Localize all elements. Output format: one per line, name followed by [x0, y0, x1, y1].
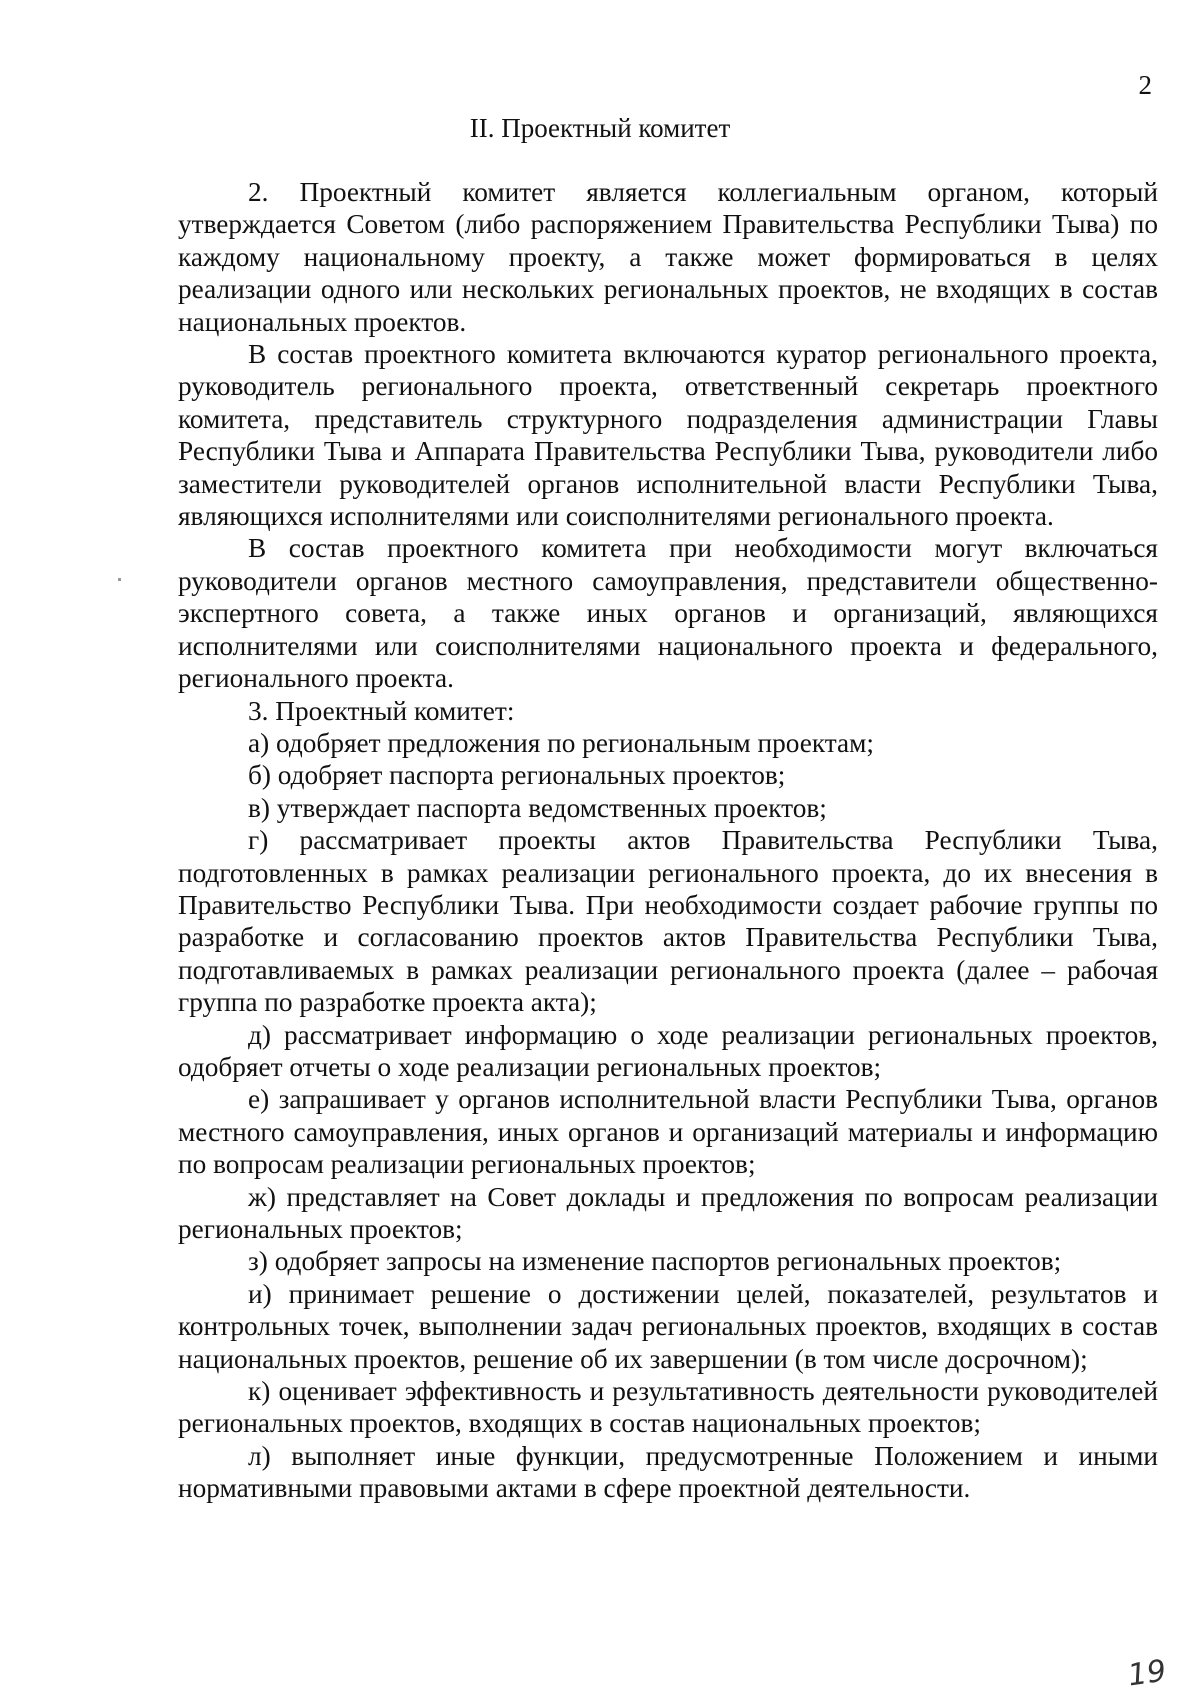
scan-speck: [118, 578, 121, 581]
list-item-k: к) оценивает эффективность и результативность деятельности руководителей региональных проектов, входящих в состав национальных проектов;: [178, 1376, 1158, 1439]
paragraph-item-3-title: 3. Проектный комитет:: [248, 695, 515, 726]
list-item-i: и) принимает решение о достижении целей, показателей, результатов и контрольных точек, выполнении задач региональных проектов, входящих в состав национальных проектов, решение об их завершении (в том числе досрочном);: [178, 1278, 1158, 1374]
list-item-g: г) рассматривает проекты актов Правительства Республики Тыва, подготовленных в рамках реализации регионального проекта, до их внесения в Правительство Республики Тыва. При необходимости создает рабочие группы по разработке и согласованию проектов актов Правительства Республики Тыва, подготавливаемых в рамках реализации регионального проекта (далее – рабочая группа по разработке проекта акта);: [178, 825, 1158, 1018]
document-body: [178, 176, 1158, 1505]
list-item-a: а) одобряет предложения по региональным проектам;: [248, 727, 874, 758]
paragraph-optional-members: В состав проектного комитета при необходимости могут включаться руководители органов местного самоуправления, представители общественно-экспертного совета, а также иных органов и организаций, являющихся исполнителями или соисполнителями национального проекта и федерального, регионального проекта.: [178, 533, 1158, 694]
list-item-b: б) одобряет паспорта региональных проектов;: [248, 760, 786, 791]
list-item-zh: ж) представляет на Совет доклады и предложения по вопросам реализации региональных проектов;: [178, 1181, 1158, 1244]
list-item-e: е) запрашивает у органов исполнительной власти Республики Тыва, органов местного самоуправления, иных органов и организаций материалы и информацию по вопросам реализации региональных проектов;: [178, 1084, 1158, 1180]
paragraph-composition: В состав проектного комитета включаются куратор регионального проекта, руководитель регионального проекта, ответственный секретарь проектного комитета, представитель структурного подразделения администрации Главы Республики Тыва и Аппарата Правительства Республики Тыва, руководители либо заместители руководителей органов исполнительной власти Республики Тыва, являющихся исполнителями или соисполнителями регионального проекта.: [178, 339, 1158, 532]
list-item-d: д) рассматривает информацию о ходе реализации региональных проектов, одобряет отчеты о ходе реализации региональных проектов;: [178, 1019, 1158, 1082]
list-item-l: л) выполняет иные функции, предусмотренные Положением и иными нормативными правовыми актами в сфере проектной деятельности.: [178, 1440, 1158, 1504]
section-heading: II. Проектный комитет: [469, 113, 731, 143]
handwritten-page-mark: 19: [1125, 1653, 1169, 1694]
list-item-z: з) одобряет запросы на изменение паспортов региональных проектов;: [248, 1246, 1062, 1277]
page-number: 2: [1138, 70, 1152, 100]
list-item-v: в) утверждает паспорта ведомственных проектов;: [248, 792, 827, 823]
paragraph-item-2: 2. Проектный комитет является коллегиальным органом, который утверждается Советом (либо распоряжением Правительства Республики Тыва) по каждому национальному проекту, а также может формироваться в целях реализации одного или нескольких региональных проектов, не входящих в состав национальных проектов.: [178, 177, 1158, 337]
